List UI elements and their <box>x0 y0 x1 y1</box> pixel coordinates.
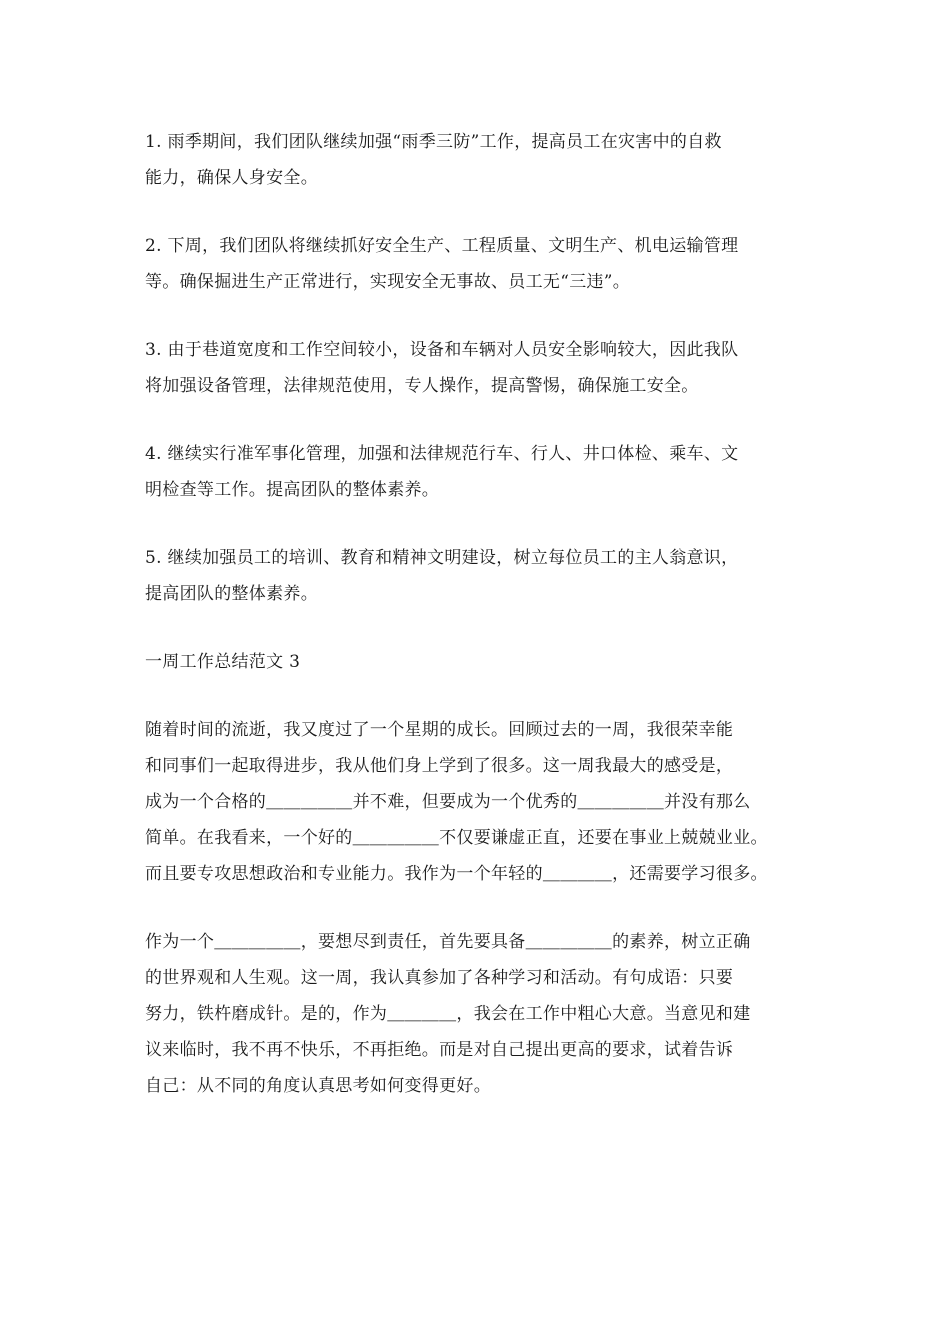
text-line: 提高团队的整体素养。 <box>145 584 318 604</box>
text-line: 2. 下周，我们团队将继续抓好安全生产、工程质量、文明生产、机电运输管理 <box>145 236 739 256</box>
list-item-2 <box>145 228 825 300</box>
text-line: 自己：从不同的角度认真思考如何变得更好。 <box>145 1076 491 1096</box>
text-line: 而且要专攻思想政治和专业能力。我作为一个年轻的＿＿＿＿，还需要学习很多。 <box>145 864 768 884</box>
body-paragraph-1 <box>145 712 825 892</box>
text-line: 明检查等工作。提高团队的整体素养。 <box>145 480 440 500</box>
list-item-1 <box>145 124 825 196</box>
text-line: 3. 由于巷道宽度和工作空间较小，设备和车辆对人员安全影响较大，因此我队 <box>145 340 739 360</box>
text-line: 4. 继续实行准军事化管理，加强和法律规范行车、行人、井口体检、乘车、文 <box>145 444 739 464</box>
text-line: 议来临时，我不再不快乐，不再拒绝。而是对自己提出更高的要求，试着告诉 <box>145 1040 734 1060</box>
document-page <box>145 124 825 1136</box>
text-line: 等。确保掘进生产正常进行，实现安全无事故、员工无“三违”。 <box>145 272 631 292</box>
text-line: 简单。在我看来，一个好的＿＿＿＿＿不仅要谦虚正直，还要在事业上兢兢业业。 <box>145 828 768 848</box>
text-line: 的世界观和人生观。这一周，我认真参加了各种学习和活动。有句成语：只要 <box>145 968 734 988</box>
body-paragraph-2 <box>145 924 825 1104</box>
text-line: 作为一个＿＿＿＿＿，要想尽到责任，首先要具备＿＿＿＿＿的素养，树立正确 <box>145 932 751 952</box>
list-item-5 <box>145 540 825 612</box>
text-line: 和同事们一起取得进步，我从他们身上学到了很多。这一周我最大的感受是， <box>145 756 734 776</box>
section-heading <box>145 644 825 680</box>
text-line: 5. 继续加强员工的培训、教育和精神文明建设，树立每位员工的主人翁意识， <box>145 548 739 568</box>
list-item-3 <box>145 332 825 404</box>
text-line: 成为一个合格的＿＿＿＿＿并不难，但要成为一个优秀的＿＿＿＿＿并没有那么 <box>145 792 751 812</box>
text-line: 能力，确保人身安全。 <box>145 168 318 188</box>
text-line: 努力，铁杵磨成针。是的，作为＿＿＿＿，我会在工作中粗心大意。当意见和建 <box>145 1004 751 1024</box>
text-line: 1. 雨季期间，我们团队继续加强“雨季三防”工作，提高员工在灾害中的自救 <box>145 132 722 152</box>
text-line: 随着时间的流逝，我又度过了一个星期的成长。回顾过去的一周，我很荣幸能 <box>145 720 734 740</box>
list-item-4 <box>145 436 825 508</box>
heading-text: 一周工作总结范文 3 <box>145 652 301 672</box>
text-line: 将加强设备管理，法律规范使用，专人操作，提高警惕，确保施工安全。 <box>145 376 699 396</box>
